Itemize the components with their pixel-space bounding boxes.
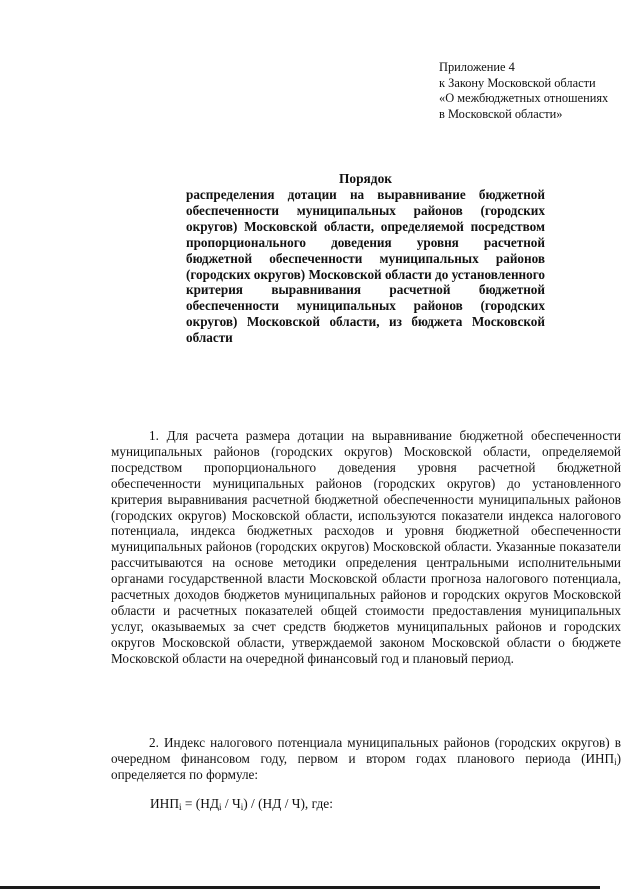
formula-part: = (НД — [181, 796, 220, 811]
formula-sub: i — [240, 802, 244, 812]
scan-edge-line — [0, 886, 600, 889]
document-title: Порядок — [339, 171, 392, 186]
formula-part: ) / (НД / Ч), где: — [243, 796, 333, 811]
formula-inp: ИНП — [150, 796, 180, 811]
subscript-i: i — [614, 756, 617, 767]
formula-sub: i — [219, 802, 222, 812]
formula — [150, 796, 333, 812]
formula-sub: i — [179, 802, 182, 812]
appendix-line: к Закону Московской области — [439, 75, 596, 90]
paragraph-2-text — [111, 735, 621, 783]
appendix-reference — [439, 60, 634, 122]
appendix-line: в Московской области» — [439, 106, 563, 121]
paragraph-2-text-a: 2. Индекс налогового потенциала муниципальных районов (городских округов) в очередном финансовом году, первом и втором годах планового периода (ИНП — [111, 735, 621, 766]
paragraph-2-text-b: ) определяется по формуле: — [111, 750, 621, 782]
paragraph-1 — [111, 428, 621, 667]
appendix-line: «О межбюджетных отношениях — [439, 91, 609, 105]
paragraph-2 — [111, 735, 621, 783]
formula-part: / Ч — [221, 796, 241, 811]
document-subtitle: распределения дотации на выравнивание бюджетной обеспеченности муниципальных районов (городских округов) Московской области, определяемой посредством пропорционального доведения уровня расчетной бюджетной обеспеченности муниципальных районов (городских округов) Московской области до установленного критерия выравнивания расчетной бюджетной обеспеченности муниципальных районов (городских округов) Московской области, из бюджета Московской области — [186, 187, 545, 346]
appendix-line: Приложение 4 — [439, 60, 515, 74]
paragraph-1-text: 1. Для расчета размера дотации на выравнивание бюджетной обеспеченности муниципальных районов (городских округов) Московской области, определяемой посредством пропорционального доведения уровня расчетной бюджетной обеспеченности муниципальных районов (городских округов) до установленного критерия выравнивания расчетной бюджетной обеспеченности муниципальных районов (городских округов) Московской области, используются показатели индекса налогового потенциала, индекса бюджетных расходов и уровня бюджетной обеспеченности муниципальных районов (городских округов) Московской области. Указанные показатели рассчитываются на основе методики определения центральными исполнительными органами государственной власти Московской области прогноза налогового потенциала, расчетных доходов бюджетов муниципальных районов и городских округов Московской области и расчетных показателей общей стоимости предоставления муниципальных услуг, оказываемых за счет средств бюджетов муниципальных районов и городских округов Московской области, утверждаемой законом Московской области о бюджете Московской области на очередной финансовый год и плановый период. — [111, 428, 621, 666]
